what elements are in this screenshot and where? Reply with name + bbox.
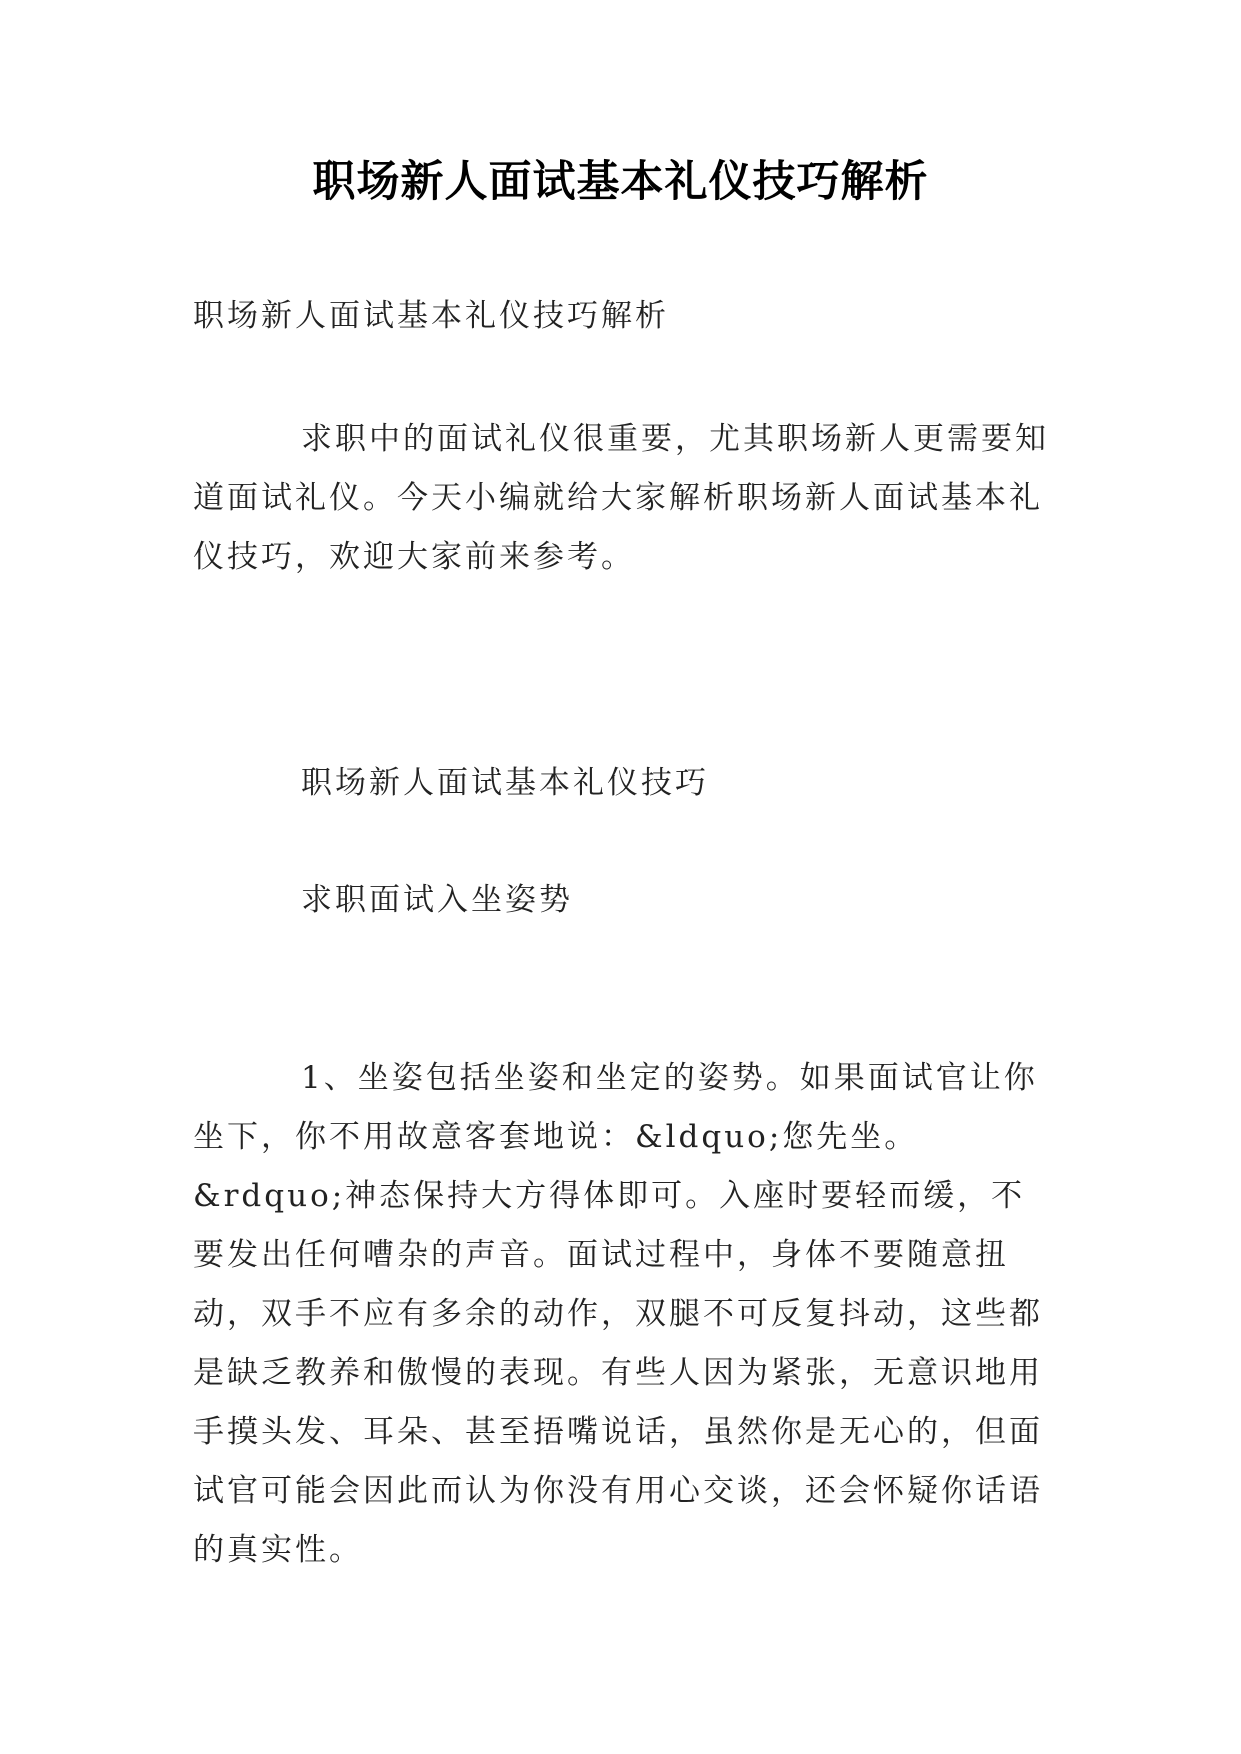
body-paragraph: 1、坐姿包括坐姿和坐定的姿势。如果面试官让你坐下，你不用故意客套地说：&ldquo;您先坐。&rdquo;神态保持大方得体即可。入座时要轻而缓，不要发出任何嘈杂的声音。面试过程中，身体不要随意扭动，双手不应有多余的动作，双腿不可反复抖动，这些都是缺乏教养和傲慢的表现。有些人因为紧张，无意识地用手摸头发、耳朵、甚至捂嘴说话，虽然你是无心的，但面试官可能会因此而认为你没有用心交谈，还会怀疑你话语的真实性。	[193, 1060, 1043, 1568]
subsection-heading: 求职面试入坐姿势	[301, 882, 573, 918]
intro-paragraph: 求职中的面试礼仪很重要，尤其职场新人更需要知道面试礼仪。今天小编就给大家解析职场新人面试基本礼仪技巧，欢迎大家前来参考。	[193, 421, 1049, 575]
document-title: 职场新人面试基本礼仪技巧解析	[312, 157, 929, 207]
section-heading: 职场新人面试基本礼仪技巧	[301, 765, 709, 801]
document-subtitle: 职场新人面试基本礼仪技巧解析	[193, 298, 669, 334]
